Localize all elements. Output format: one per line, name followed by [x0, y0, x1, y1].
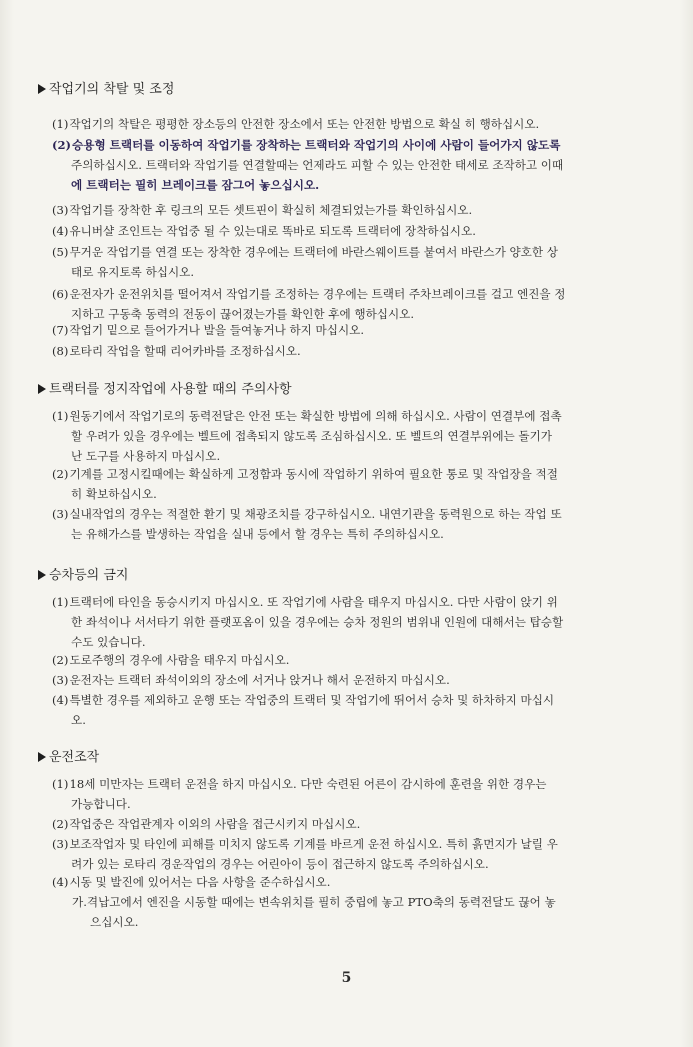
list-item-highlighted: (2)승용형 트랙터를 이동하여 작업기를 장착하는 트랙터와 작업기의 사이에 사람이 들어가지 않도록 주의하십시오. 트랙터와 작업기를 연결할때는 언제라도 피할 수 있는 안전한 태세로 조작하고 이때 에 트랙터는 필히 브레이크를 잠그어 놓으십시오.: [52, 138, 564, 192]
list-item: (8)로타리 작업을 할때 리어카바를 조정하십시오.: [52, 344, 301, 358]
list-item: (3)운전자는 트랙터 좌석이외의 장소에 서거나 앉거나 해서 운전하지 마십시오.: [52, 673, 450, 687]
list-item: (3)작업기를 장착한 후 링크의 모든 셋트핀이 확실히 체결되었는가를 확인하십시오.: [52, 203, 473, 217]
list-item: (2)기계를 고정시킬때에는 확실하게 고정함과 동시에 작업하기 위하여 필요한 통로 및 작업장을 적절 히 확보하십시오.: [52, 467, 558, 501]
section-heading-riding: 승차등의 금지: [38, 564, 128, 583]
list-item: (4)시동 및 발진에 있어서는 다음 사항을 준수하십시오.: [52, 875, 331, 889]
list-item: (1)작업기의 착탈은 평평한 장소등의 안전한 장소에서 또는 안전한 방법으로 확실 히 행하십시오.: [52, 117, 540, 131]
list-item: (3)실내작업의 경우는 적절한 환기 및 채광조치를 강구하십시오. 내연기관을 동력원으로 하는 작업 또 는 유해가스를 발생하는 작업을 실내 등에서 할 경우는 특히 주의하십시오.: [52, 507, 562, 541]
list-item: (7)작업기 밑으로 들어가거나 발을 들여놓거나 하지 마십시오.: [52, 323, 365, 337]
section-heading-stationary: 트랙터를 정지작업에 사용할 때의 주의사항: [38, 378, 292, 397]
list-item: (2)작업중은 작업관계자 이외의 사람을 접근시키지 마십시오.: [52, 817, 361, 831]
list-item: (4)특별한 경우를 제외하고 운행 또는 작업중의 트랙터 및 작업기에 뛰어서 승차 및 하차하지 마십시 오.: [52, 693, 555, 727]
triangle-bullet-icon: [38, 384, 46, 394]
list-item: (2)도로주행의 경우에 사람을 태우지 마십시오.: [52, 653, 290, 667]
section-heading-operation: 운전조작: [38, 746, 99, 765]
page-number: 5: [341, 970, 352, 986]
list-item: (4)유니버샬 조인트는 작업중 될 수 있는대로 똑바로 되도록 트랙터에 장착하십시오.: [52, 224, 476, 238]
list-item: (3)보조작업자 및 타인에 피해를 미치지 않도록 기계를 바르게 운전 하십시오. 특히 흙먼지가 날릴 우 려가 있는 로타리 경운작업의 경우는 어린아이 등이 접근하지 않도록 주의하십시오.: [52, 837, 558, 871]
triangle-bullet-icon: [38, 570, 46, 580]
section-heading-attach: 작업기의 착탈 및 조정: [38, 78, 174, 97]
triangle-bullet-icon: [38, 752, 46, 762]
list-item: (1)트랙터에 타인을 동승시키지 마십시오. 또 작업기에 사람을 태우지 마십시오. 다만 사람이 앉기 위 한 좌석이나 서서타기 위한 플랫포옴이 있을 경우에는 승차 정원의 범위내 인원에 대해서는 탑승할 수도 있습니다.: [52, 595, 564, 649]
list-item: (1)원동기에서 작업기로의 동력전달은 안전 또는 확실한 방법에 의해 하십시오. 사람이 연결부에 접촉 할 우려가 있을 경우에는 벨트에 접촉되지 않도록 조심하십시오. 또 벨트의 연결부위에는 돌기가 난 도구를 사용하지 마십시오.: [52, 409, 562, 463]
list-item: (5)무거운 작업기를 연결 또는 장착한 경우에는 트랙터에 바란스웨이트를 붙여서 바란스가 양호한 상 태로 유지토록 하십시오.: [52, 245, 558, 279]
triangle-bullet-icon: [38, 84, 46, 94]
list-item: (1)18세 미만자는 트랙터 운전을 하지 마십시오. 다만 숙련된 어른이 감시하에 훈련을 위한 경우는 가능합니다.: [52, 777, 547, 811]
sub-list-item: 가.격납고에서 엔진을 시동할 때에는 변속위치를 필히 중립에 놓고 PTO축의 동력전달도 끊어 놓 으십시오.: [72, 895, 556, 929]
list-item: (6)운전자가 운전위치를 떨어져서 작업기를 조정하는 경우에는 트랙터 주차브레이크를 걸고 엔진을 정 지하고 구동축 동력의 전동이 끊어졌는가를 확인한 후에 행하십시오.: [52, 287, 566, 321]
